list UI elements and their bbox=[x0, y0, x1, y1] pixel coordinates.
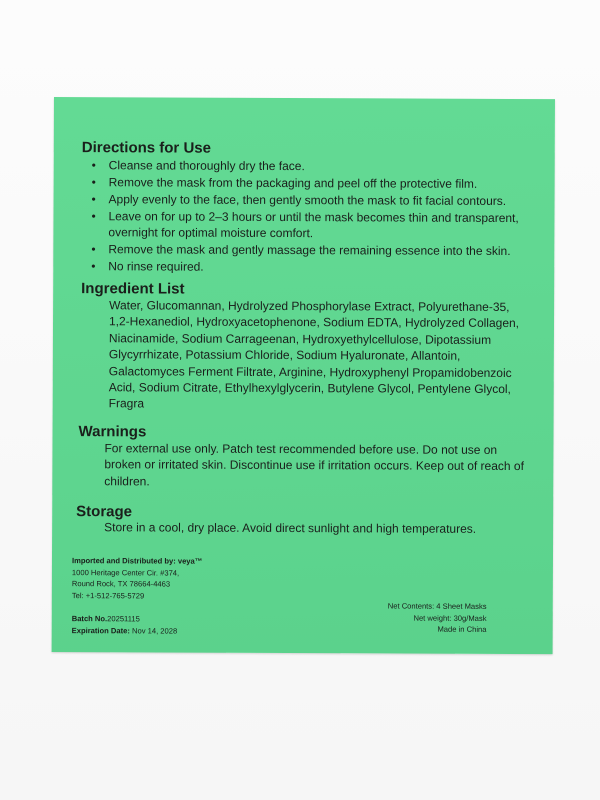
directions-step bbox=[89, 209, 544, 242]
directions-step bbox=[90, 175, 545, 192]
distributor-phone: Tel: +1-512-765-5729 bbox=[71, 590, 145, 601]
directions-step-text: Remove the mask from the packaging and peel off the protective film. bbox=[108, 175, 478, 191]
directions-step bbox=[90, 158, 545, 175]
distributor-address-line2: Round Rock, TX 78664-4463 bbox=[71, 579, 171, 589]
directions-step-text: Cleanse and thoroughly dry the face. bbox=[108, 158, 305, 174]
product-label-card bbox=[52, 97, 555, 654]
net-contents: Net Contents: 4 Sheet Masks bbox=[387, 601, 487, 611]
bullet-icon: • bbox=[91, 158, 96, 173]
bullet-icon: • bbox=[91, 258, 96, 273]
directions-step-text: No rinse required. bbox=[108, 258, 204, 274]
storage-title: Storage bbox=[76, 503, 133, 521]
batch-value: 20251115 bbox=[107, 614, 140, 624]
warnings-title: Warnings bbox=[78, 423, 147, 441]
expiration-label: Expiration Date: bbox=[71, 625, 130, 635]
directions-step bbox=[89, 242, 544, 259]
storage-text: Store in a cool, dry place. Avoid direct sunlight and high temperatures. bbox=[104, 520, 477, 536]
directions-title: Directions for Use bbox=[81, 139, 212, 157]
directions-step-text: Remove the mask and gently massage the remaining essence into the skin. bbox=[108, 241, 511, 258]
bullet-icon: • bbox=[91, 241, 96, 256]
directions-step bbox=[90, 192, 545, 209]
package-info-block bbox=[388, 600, 487, 635]
ingredients-title: Ingredient List bbox=[81, 280, 185, 298]
batch-number bbox=[72, 613, 178, 625]
distributor-block bbox=[72, 555, 203, 602]
distributor-heading: Imported and Distributed by: veya™ bbox=[71, 556, 203, 566]
directions-step-text: Apply evenly to the face, then gently smooth the mask to fit facial contours. bbox=[108, 192, 507, 208]
country-of-origin: Made in China bbox=[437, 624, 487, 635]
expiration-value: Nov 14, 2028 bbox=[132, 625, 178, 636]
warnings-text: For external use only. Patch test recommended before use. Do not use on broken or irritated skin. Discontinue use if irritation occurs. Keep out of reach of children. bbox=[104, 441, 524, 489]
directions-step-text: Leave on for up to 2–3 hours or until the mask becomes thin and transparent, overnight for optimal moisture comfort. bbox=[108, 209, 519, 240]
distributor-address-line1: 1000 Heritage Center Cir. #374, bbox=[71, 567, 180, 578]
batch-label: Batch No. bbox=[71, 614, 108, 624]
expiration-date bbox=[72, 625, 178, 637]
bullet-icon: • bbox=[91, 209, 96, 224]
directions-step bbox=[89, 259, 544, 276]
bullet-icon: • bbox=[91, 175, 96, 190]
bullet-icon: • bbox=[91, 192, 96, 207]
net-weight: Net weight: 30g/Mask bbox=[413, 613, 487, 623]
ingredients-text: Water, Glucomannan, Hydrolyzed Phosphorylase Extract, Polyurethane-35, 1,2-Hexanediol, Hydroxyacetophenone, Sodium EDTA, Hydrolyzed Collagen, Niacinamide, Sodium Carrageenan, Hydroxyethylcellulose, Dipotassium Glycyrrhizate, Potassium Chloride, Sodium Hyaluronate, Allantoin, Galactomyces Ferment Filtrate, Arginine, Hydroxyphenyl Propamidobenzoic Acid, Sodium Citrate, Ethylhexylglycerin, Butylene Glycol, Pentylene Glycol, Fragra bbox=[108, 298, 520, 411]
batch-block bbox=[72, 613, 178, 637]
directions-list bbox=[89, 158, 545, 277]
